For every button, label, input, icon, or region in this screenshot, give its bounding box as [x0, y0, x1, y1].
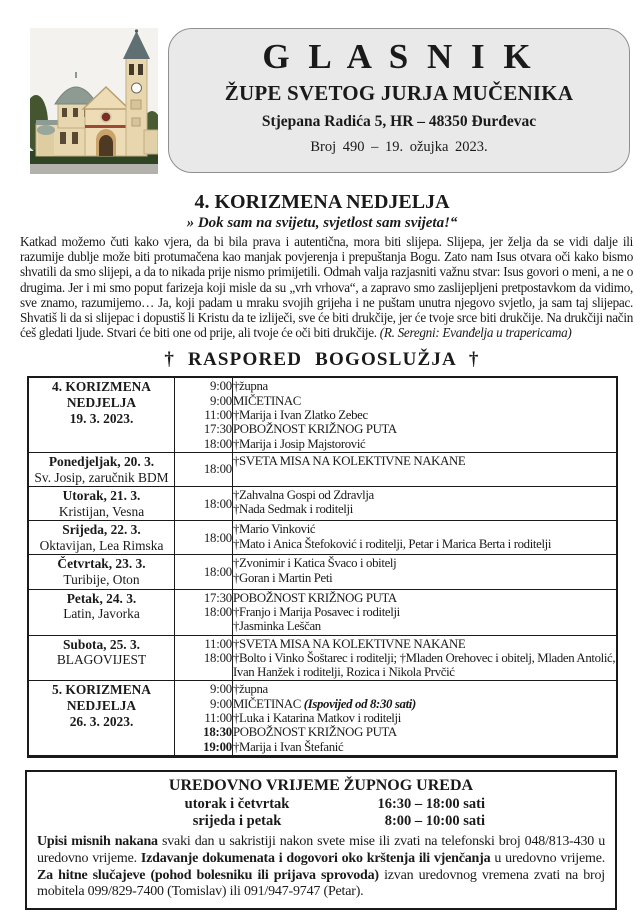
time-value: 18:00: [203, 564, 232, 579]
time-value: 9:00: [210, 393, 232, 408]
time-value: 11:00: [204, 711, 232, 726]
schedule-day-cell: [28, 521, 175, 555]
time-value: 9:00: [210, 379, 232, 394]
text-segment: †župna: [233, 379, 268, 394]
time-value: 19:00: [203, 739, 232, 754]
text-segment: †Marija i Ivan Štefanić: [233, 739, 344, 754]
bulletin-title: G L A S N I K: [262, 37, 536, 76]
day-line: Utorak, 21. 3.: [62, 488, 141, 504]
text-segment: u uredovno vrijeme.: [490, 850, 606, 866]
day-line: Kristijan, Vesna: [58, 503, 145, 519]
intention-line: [233, 537, 616, 551]
intention-line: [233, 437, 616, 451]
schedule-intentions-cell: [233, 635, 618, 681]
office-title: UREDOVNO VRIJEME ŽUPNOG UREDA: [168, 776, 474, 794]
time-value: 17:30: [203, 590, 232, 605]
office-hours-days: utorak i četvrtak: [184, 795, 290, 812]
schedule-day-cell: [28, 377, 175, 452]
schedule-day-cell: [28, 452, 175, 486]
schedule-time-cell: [175, 521, 233, 555]
intention-line: [233, 740, 616, 754]
intention-line: [233, 379, 616, 393]
text-segment: †Goran i Martin Peti: [233, 570, 333, 585]
day-line: NEDJELJA: [66, 698, 137, 714]
article-citation: (R. Seregni: Evanđelja u trapericama): [379, 325, 572, 341]
day-line: NEDJELJA: [66, 395, 137, 411]
text-segment: izvan uredovnog vremena zvati na broj mobitela 099/829-7400 (Tomislav) ili 091/947-9747 (Petar).: [37, 867, 605, 900]
time-value: 18:00: [203, 604, 232, 619]
office-note: [37, 834, 605, 901]
text-segment: Za hitne slučajeve (pohod bolesniku ili prijava sprovoda): [37, 867, 379, 883]
schedule-time-cell: [175, 377, 233, 452]
parish-name: ŽUPE SVETOG JURJA MUČENIKA: [224, 81, 574, 105]
intention-line: [233, 637, 616, 651]
office-hours-time: 16:30 – 18:00 sati: [377, 795, 485, 812]
intention-line: [233, 682, 616, 696]
schedule-row: [28, 377, 617, 452]
article-title: 4. KORIZMENA NEDJELJA: [194, 191, 450, 213]
article-quote: » Dok sam na svijetu, svjetlost sam svijeta!“: [186, 215, 458, 231]
time-value: 9:00: [210, 682, 232, 697]
day-line: 19. 3. 2023.: [69, 410, 134, 426]
schedule-section: [0, 349, 644, 758]
office-hours-box: [25, 770, 617, 910]
office-hours-row: [37, 813, 605, 831]
intention-line: [233, 725, 616, 739]
intention-line: [233, 502, 616, 516]
day-line: 4. KORIZMENA: [52, 379, 151, 395]
time-value: 18:00: [203, 436, 232, 451]
schedule-intentions-cell: [233, 377, 618, 452]
day-line: Sv. Josip, zaručnik BDM: [34, 469, 169, 485]
masthead-box: [168, 28, 630, 173]
text-segment: †Nada Sedmak i roditelji: [233, 502, 353, 517]
text-segment: †Zahvalna Gospi od Zdravlja: [233, 488, 374, 503]
text-segment: (Ispovijed od 8:30 sati): [303, 696, 416, 711]
intention-line: [233, 394, 616, 408]
side-wing: [144, 130, 158, 154]
office-hours-time: 8:00 – 10:00 sati: [384, 813, 485, 830]
day-line: Oktavijan, Lea Rimska: [39, 537, 164, 553]
office-hours-days: srijeda i petak: [192, 813, 282, 830]
schedule-time-cell: [175, 635, 233, 681]
text-segment: MIČETINAC: [233, 393, 301, 408]
schedule-day-cell: [28, 589, 175, 635]
schedule-intentions-cell: [233, 521, 618, 555]
schedule-row: [28, 487, 617, 521]
text-segment: POBOŽNOST KRIŽNOG PUTA: [233, 422, 397, 437]
text-segment: †Luka i Katarina Matkov i roditelji: [233, 711, 401, 726]
schedule-time-cell: [175, 555, 233, 589]
schedule-row: [28, 555, 617, 589]
text-segment: †SVETA MISA NA KOLEKTIVNE NAKANE: [233, 636, 466, 651]
day-line: Subota, 25. 3.: [62, 636, 141, 652]
day-line: Srijeda, 22. 3.: [62, 522, 141, 538]
text-segment: Izdavanje dokumenata i dogovori oko krštenja ili vjenčanja: [140, 850, 491, 866]
schedule-time-cell: [175, 452, 233, 486]
intention-line: [233, 571, 616, 585]
schedule-table: [27, 376, 618, 758]
time-value: 18:00: [203, 650, 232, 665]
office-hours-row: [37, 796, 605, 814]
text-segment: POBOŽNOST KRIŽNOG PUTA: [233, 590, 397, 605]
intention-line: [233, 619, 616, 633]
article-section: [0, 191, 644, 340]
intention-line: [233, 605, 616, 619]
time-value: 18:00: [203, 462, 232, 477]
schedule-title: † RASPORED BOGOSLUŽJA †: [164, 349, 480, 371]
schedule-row: [28, 589, 617, 635]
day-line: Latin, Javorka: [63, 606, 140, 622]
time-value: 11:00: [204, 636, 232, 651]
article-body-text: Katkad možemo čuti kako vjera, da bi bila prava i autentična, mora biti slijepa. Slijepa, jer želja da se vidi dalje ili razumije dublje može biti protumačena kao manjak povjerenja i prepuštanja Bogu. Zato nam Isus otvara oči kako bismo shvatili da smo slijepi, a da to nikada prije nismo primijetili. Odmah valja razjasniti važnu stvar: Isus govori o meni, a ne o drugima. Jer i mi smo poput farizeja koji misle da su „vrh vrhova“, a zapravo smo zaslijepljeni pretpostavkom da vidimo, sve znamo, razumijemo… Ja, koji padam u mraku svojih grijeha i ne puštam unutra njegovo svjetlo, ja sam taj slijepac. Shvatiš li da si slijepac i dopustiš li Kristu da te izliječi, sve će biti drukčije, jer će tvoje srce biti drukčije. Na drukčiji način ćeš gledati ljude. Stvari će biti one od prije, ali tvoje će oči biti drukčije.: [20, 234, 633, 341]
issue-line: Broj 490 – 19. ožujka 2023.: [310, 139, 488, 155]
masthead: [0, 0, 644, 174]
intention-line: [233, 591, 616, 605]
text-segment: †Bolto i Vinko Šoštarec i roditelji; †Mladen Orehovec i obitelj, Mladen Antolić, Ivan Hanžek i roditelji, Rozica i Nikola Prvčić: [233, 650, 616, 680]
text-segment: POBOŽNOST KRIŽNOG PUTA: [233, 725, 397, 740]
time-value: 11:00: [204, 408, 232, 423]
schedule-intentions-cell: [233, 487, 618, 521]
text-segment: †Zvonimir i Katica Švaco i obitelj: [233, 556, 397, 571]
text-segment: †Mario Vinković: [233, 522, 316, 537]
day-line: BLAGOVIJEST: [56, 652, 147, 668]
article-body: [20, 234, 633, 340]
parish-address: Stjepana Radića 5, HR – 48350 Đurđevac: [261, 113, 537, 130]
text-segment: svaki dan u sakristiji nakon svete mise ili zvati na telefonski broj 048/813-430 u uredovno vrijeme.: [37, 833, 605, 866]
day-line: Turibije, Oton: [63, 572, 140, 588]
schedule-intentions-cell: [233, 681, 618, 756]
schedule-row: [28, 681, 617, 756]
time-value: 17:30: [203, 422, 232, 437]
text-segment: †SVETA MISA NA KOLEKTIVNE NAKANE: [233, 453, 466, 468]
schedule-day-cell: [28, 555, 175, 589]
text-segment: †Marija i Josip Majstorović: [233, 436, 366, 451]
office-hours: [37, 796, 605, 831]
text-segment: †Franjo i Marija Posavec i roditelji: [233, 604, 400, 619]
schedule-row: [28, 635, 617, 681]
schedule-day-cell: [28, 487, 175, 521]
time-value: 18:00: [203, 496, 232, 511]
intention-line: [233, 488, 616, 502]
schedule-day-cell: [28, 635, 175, 681]
time-value: 18:30: [203, 725, 232, 740]
day-line: Petak, 24. 3.: [66, 590, 137, 606]
intention-line: [233, 651, 616, 680]
intention-line: [233, 454, 616, 468]
day-line: Četvrtak, 23. 3.: [57, 556, 146, 572]
day-line: 26. 3. 2023.: [69, 713, 134, 729]
time-value: 18:00: [203, 530, 232, 545]
day-line: 5. KORIZMENA: [52, 682, 151, 698]
schedule-time-cell: [175, 681, 233, 756]
intention-line: [233, 522, 616, 536]
schedule-row: [28, 452, 617, 486]
schedule-intentions-cell: [233, 589, 618, 635]
day-line: Ponedjeljak, 20. 3.: [48, 453, 155, 469]
schedule-intentions-cell: [233, 452, 618, 486]
church-photo: [30, 28, 158, 174]
text-segment: Upisi misnih nakana: [37, 833, 158, 849]
time-value: 9:00: [210, 696, 232, 711]
text-segment: †Mato i Anica Štefoković i roditelji, Petar i Marica Berta i roditelji: [233, 536, 552, 551]
text-segment: †Marija i Ivan Zlatko Zebec: [233, 408, 368, 423]
church-photo-illustration: [30, 28, 158, 174]
text-segment: †župna: [233, 682, 268, 697]
text-segment: MIČETINAC: [233, 696, 304, 711]
text-segment: †Jasminka Leščan: [233, 619, 321, 634]
schedule-day-cell: [28, 681, 175, 756]
time-value: [175, 619, 232, 633]
schedule-time-cell: [175, 589, 233, 635]
schedule-intentions-cell: [233, 555, 618, 589]
schedule-time-cell: [175, 487, 233, 521]
intention-line: [233, 697, 616, 711]
intention-line: [233, 556, 616, 570]
intention-line: [233, 422, 616, 436]
intention-line: [233, 711, 616, 725]
intention-line: [233, 408, 616, 422]
schedule-row: [28, 521, 617, 555]
